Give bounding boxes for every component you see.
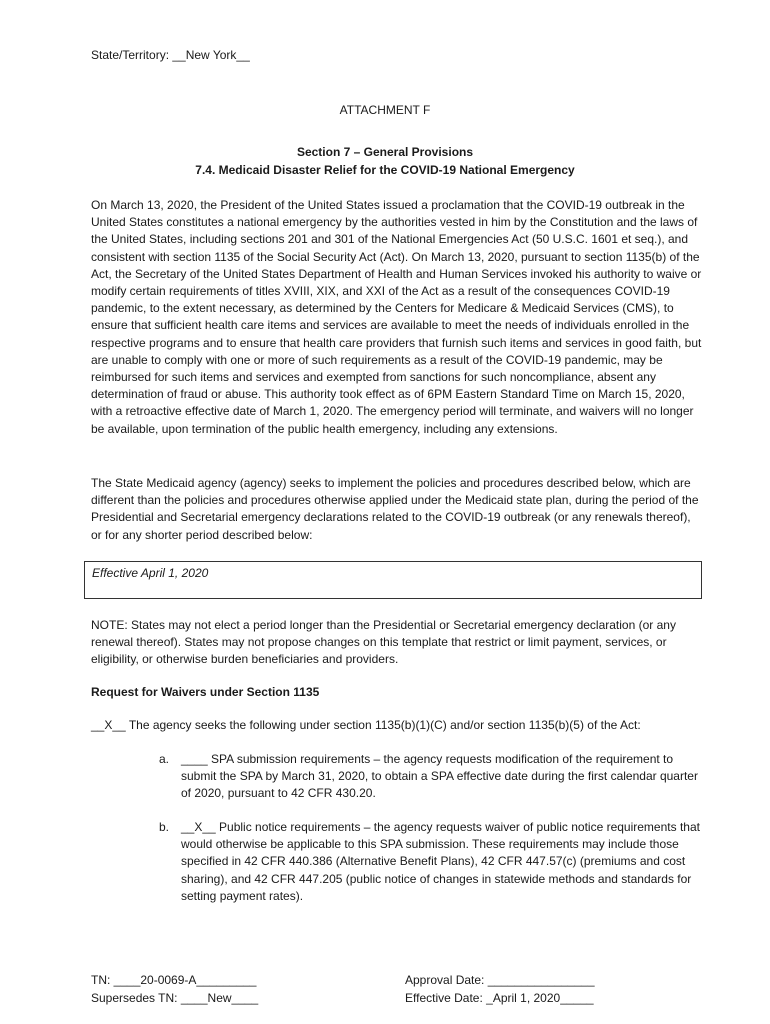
effective-label: Effective Date: bbox=[405, 991, 487, 1005]
waiver-intro-text: The agency seeks the following under section 1135(b)(1)(C) and/or section 1135(b)(5) of the Act: bbox=[125, 718, 641, 732]
waiver-checkbox: __X__ bbox=[91, 718, 126, 732]
effective-value: _April 1, 2020_____ bbox=[486, 991, 594, 1005]
item-a-checkbox: ____ bbox=[181, 752, 208, 766]
intro-paragraph: On March 13, 2020, the President of the United States issued a proclamation that the COVID-19 outbreak in the United States constitutes a national emergency by the authorities vested in him by the Constitution and the laws of the United States, including sections 201 and 301 of the National Emergencies Act (50 U.S.C. 1601 et seq.), and consistent with section 1135 of the Social Security Act (Act). On March 13, 2020, pursuant to section 1135(b) of the Act, the Secretary of the United States Department of Health and Human Services invoked his authority to waive or modify certain requirements of titles XVIII, XIX, and XXI of the Act as a result of the consequences COVID-19 pandemic, to the extent necessary, as determined by the Centers for Medicare & Medicaid Services (CMS), to ensure that sufficient health care items and services are available to meet the needs of individuals enrolled in the respective programs and to ensure that health care providers that furnish such items and services in good faith, but are unable to comply with one or more of such requirements as a result of the COVID-19 pandemic, may be reimbursed for such items and services and exempted from sanctions for such noncompliance, absent any determination of fraud or abuse. This authority took effect as of 6PM Eastern Standard Time on March 15, 2020, with a retroactive effective date of March 1, 2020. The emergency period will terminate, and waivers will no longer be available, upon termination of the public health emergency, including any extensions. bbox=[91, 198, 702, 436]
waiver-heading: Request for Waivers under Section 1135 bbox=[91, 685, 320, 699]
state-label: State/Territory: bbox=[91, 48, 173, 62]
effective-period-box bbox=[84, 561, 702, 599]
supersedes-line bbox=[91, 990, 258, 1007]
note-paragraph: NOTE: States may not elect a period longer than the Presidential or Secretarial emergency declaration (or any renewal thereof). States may not propose changes on this template that restrict or limit payment, services, or eligibility, or otherwise burden beneficiaries and providers. bbox=[91, 618, 676, 667]
waiver-request-line bbox=[91, 717, 641, 734]
item-b-text bbox=[181, 819, 703, 905]
item-a-text bbox=[181, 751, 703, 803]
supersedes-value: ____New____ bbox=[180, 991, 259, 1005]
agency-paragraph: The State Medicaid agency (agency) seeks to implement the policies and procedures described below, which are different than the policies and procedures otherwise applied under the Medicaid state plan, during the period of the Presidential and Secretarial emergency declarations related to the COVID-19 outbreak (or any renewals thereof), or for any shorter period described below: bbox=[91, 476, 699, 542]
tn-value: ____20-0069-A_________ bbox=[113, 973, 257, 987]
item-a-description: SPA submission requirements – the agency requests modification of the requirement to submit the SPA by March 31, 2020, to obtain a SPA effective date during the first calendar quarter of 2020, pursuant to 42 CFR 430.20. bbox=[181, 752, 698, 801]
tn-label: TN: bbox=[91, 973, 114, 987]
item-b-checkbox: __X__ bbox=[181, 820, 216, 834]
approval-value: ________________ bbox=[487, 973, 595, 987]
state-territory-line bbox=[91, 47, 250, 64]
item-b-letter: b. bbox=[159, 820, 170, 834]
state-value: __New York__ bbox=[172, 48, 250, 62]
effective-period-text: Effective April 1, 2020 bbox=[92, 566, 209, 580]
effective-date-line bbox=[405, 990, 594, 1007]
item-b-description: Public notice requirements – the agency requests waiver of public notice requirements that would otherwise be applicable to this SPA submission. These requirements may include those specified in 42 CFR 440.386 (Alternative Benefit Plans), 42 CFR 447.57(c) (premiums and cost sharing), and 42 CFR 447.205 (public notice of changes in statewide methods and standards for setting payment rates). bbox=[181, 820, 700, 903]
approval-date-line bbox=[405, 972, 595, 989]
approval-label: Approval Date: bbox=[405, 973, 488, 987]
tn-line bbox=[91, 972, 256, 989]
item-a-letter: a. bbox=[159, 752, 170, 766]
section-subtitle: 7.4. Medicaid Disaster Relief for the COVID-19 National Emergency bbox=[195, 163, 575, 177]
supersedes-label: Supersedes TN: bbox=[91, 991, 181, 1005]
section-title: Section 7 – General Provisions bbox=[296, 145, 474, 159]
attachment-label: ATTACHMENT F bbox=[339, 103, 431, 117]
